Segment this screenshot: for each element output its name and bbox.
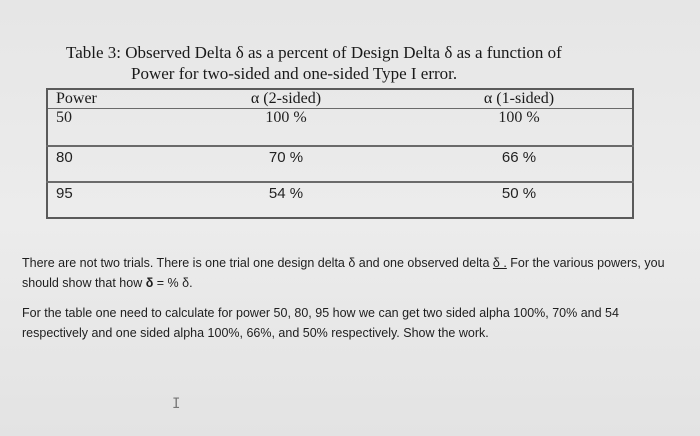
note-1-text-a: There are not two trials. There is one trial one design delta δ and one observed delta xyxy=(22,256,493,270)
cell-power: 50 xyxy=(47,109,166,147)
note-paragraph-1 xyxy=(22,253,682,293)
header-alpha-1-sided: α (1-sided) xyxy=(406,89,633,109)
table-row xyxy=(47,182,633,218)
cell-alpha-2-sided: 54 % xyxy=(268,185,304,202)
table-header-row xyxy=(47,89,633,109)
table-row xyxy=(47,109,633,147)
note-1-text-c: = % δ. xyxy=(153,276,193,290)
note-1-text-b: For the various powers, you should show that how xyxy=(22,256,665,290)
question-notes xyxy=(22,253,682,353)
cell-power: 95 xyxy=(56,185,73,202)
caption-line-2: Power for two-sided and one-sided Type I error. xyxy=(131,64,458,83)
cell-alpha-2-sided: 100 % xyxy=(166,109,406,147)
header-alpha-2-sided: α (2-sided) xyxy=(166,89,406,109)
cell-alpha-1-sided: 50 % xyxy=(501,185,537,202)
cell-alpha-1-sided: 100 % xyxy=(406,109,633,147)
power-alpha-table xyxy=(46,88,634,219)
header-power: Power xyxy=(47,89,166,109)
text-cursor-icon: I xyxy=(172,396,181,412)
caption-line-1: Table 3: Observed Delta δ as a percent of Design Delta δ as a function of xyxy=(66,43,562,62)
table-row xyxy=(47,146,633,182)
note-1-delta-bold: δ xyxy=(145,276,154,290)
cell-alpha-1-sided: 66 % xyxy=(406,146,633,182)
cell-alpha-2-sided: 70 % xyxy=(166,146,406,182)
cell-power: 80 xyxy=(47,146,166,182)
observed-delta-link[interactable]: δ . xyxy=(492,256,507,270)
note-paragraph-2: For the table one need to calculate for power 50, 80, 95 how we can get two sided alpha 100%, 70% and 54 respectively and one sided alpha 100%, 66%, and 50% respectively. Show the work. xyxy=(22,306,619,340)
